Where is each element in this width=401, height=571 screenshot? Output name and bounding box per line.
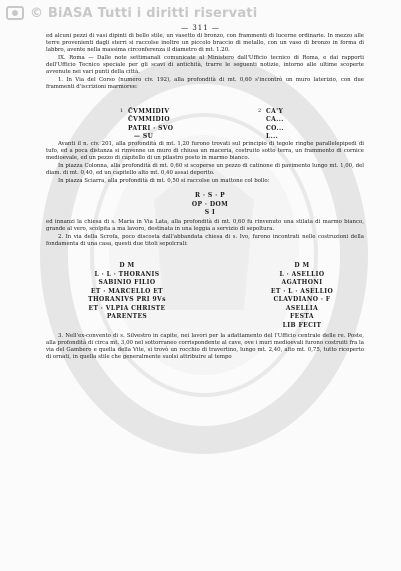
epitaph-right-line: AGATHONI [281,279,323,286]
epitaph-right-line: L · ASELLIO [279,270,325,278]
epitaph-left-line: THORANIVS PRI 9Vs [88,296,166,303]
fragment-a-line: — SU [134,133,154,140]
brick-stamp [160,192,260,218]
fragment-b-number: 2 [258,108,262,114]
watermark-header [0,4,401,22]
fragment-b-line: CA'Y [266,107,284,115]
watermark-text: © BiASA Tutti i diritti riservati [30,5,258,21]
brick-stamp-line: R · S · P [195,192,225,199]
epitaph-right-line: LIB FECIT [282,321,322,329]
epitaph-left-line: D M [119,262,135,269]
epitaph-right-line: ASELLIA [285,304,319,312]
body-text-3 [46,219,364,249]
paragraph-3: 1. In Via del Corso (numero civ. 192), alla profondità di mt. 0,60 s'incontrò un muro laterizio, con due frammenti d'iscrizioni marmoree: [46,77,364,90]
paragraph-1: ed alcuni pezzi di vasi dipinti di bello stile, un vasetto di bronzo, con frammenti di lucerne ordinarie. In mezzo alle terre provenienti dagli sterri si raccolse inoltre un piccolo braccio di metallo, con un vaso di bronzo in forma di labbro, avente nella massima circonferenza il diametro di mt. 1.20. [46,33,364,53]
paragraph-8: 2. In via della Scrofa, poco discosta dall'abbandata chiesa di s. Ivo, furono incontrati nelle costruzioni della fondamenta di una casa, questi due titoli sepolcrali: [46,234,364,247]
brick-stamp-line: OP · DOM [191,200,229,208]
paragraph-5: In piazza Colonna, alla profondità di mt. 0,60 si scoperse un pezzo di catinone di pavimento lungo mt. 1,00, del diam. di mt. 0,40, ed un capitello alto mt. 0,40 assai deperito. [46,163,364,176]
epitaph-right-line: FESTA [290,313,314,320]
fragment-b-line: CA... [266,116,284,123]
epitaph-right-line: D M [294,262,310,269]
page-number: — 311 — [181,24,220,32]
fragment-a-number: 1 [120,108,124,114]
fragment-b-line: CO... [266,124,284,132]
fragment-a-line: C̄VMMIDIO [128,116,170,123]
paragraph-6: In piazza Sciarra, alla profondità di mt. 0,50 si raccolse un mattone col bollo: [58,178,270,184]
epitaph-left [66,262,188,322]
paragraph-2: IX. Roma — Dalle note settimanali comunicate al Ministero dall'Ufficio tecnico di Roma, e dai rapporti dell'Ufficio Tecnico speciale per gli scavi di antichità, trarre le seguenti notizie, intorno alle ultime scoperte avvenute nei vari punti della città. [46,55,364,75]
epitaph-left-line: PARENTES [106,313,148,320]
fragment-a-line: PATRI · SVO [128,124,174,132]
fragment-b-line: L... [266,133,279,140]
epitaph-right-line: CLAVDIANO · F [273,296,331,303]
watermark-seal-icon [34,50,374,470]
paragraph-7: ed innanzi la chiesa di s. Maria in Via Lata, alla profondità di mt. 0,60 fu rinvenuto una stilata di marmo bianco, grande al vero, scolpita a ma lavoro, destinata in una leggia a servizio di sepoltura. [46,219,364,232]
epitaph-left-line: L · L · THORANIS [94,270,160,278]
body-text-2 [46,141,364,186]
brick-stamp-line: S I [204,209,216,216]
body-text [46,33,364,92]
epitaph-left-line: ET · MARCELLO ET [90,287,164,295]
paragraph-4: Avanti il n. civ. 201, alla profondità di mt. 1,20 furono trovati sul principio di tegole ringhe parallelepipedi di tufo, ed a poca distanza si rinvenne un muro di chiusa un maceria, costruito sotto terra, un frammento di cornice medioevale, ed un pezzo di capitello di un pilastro posto in marmo bianco. [46,141,364,161]
epitaph-right-line: ET · L · ASELLIO [270,287,334,295]
inscription-fragment-a [120,107,173,142]
biasa-logo-icon [6,5,24,21]
epitaph-left-line: SABINIO FILIO [98,279,156,286]
paragraph-9: 3. Nell'ex-convento di s. Silvestro in capite, nei lavori per la adattamento del l'Ufficio centrale delle re. Poste, alla profondità di circa mt. 3,00 nel sottorraneo corrispondente al cave, ove i muri medioevali furono costruiti fra la via del Gambero e quella della Vite, si trovò un rocchio di travertino, lungo mt. 2,40, alto mt. 0,75, tutto ricoperto di ornati, in quella stile che generalmente suolsi attribuire al tempo [46,333,364,360]
body-text-4 [46,333,364,362]
fragment-a-line: C̄VMMIDIV [128,107,170,115]
epitaph-right [246,262,358,330]
epitaph-left-line: ET · VLPIA CHRISTE [88,304,166,312]
inscription-fragment-b [258,107,284,142]
